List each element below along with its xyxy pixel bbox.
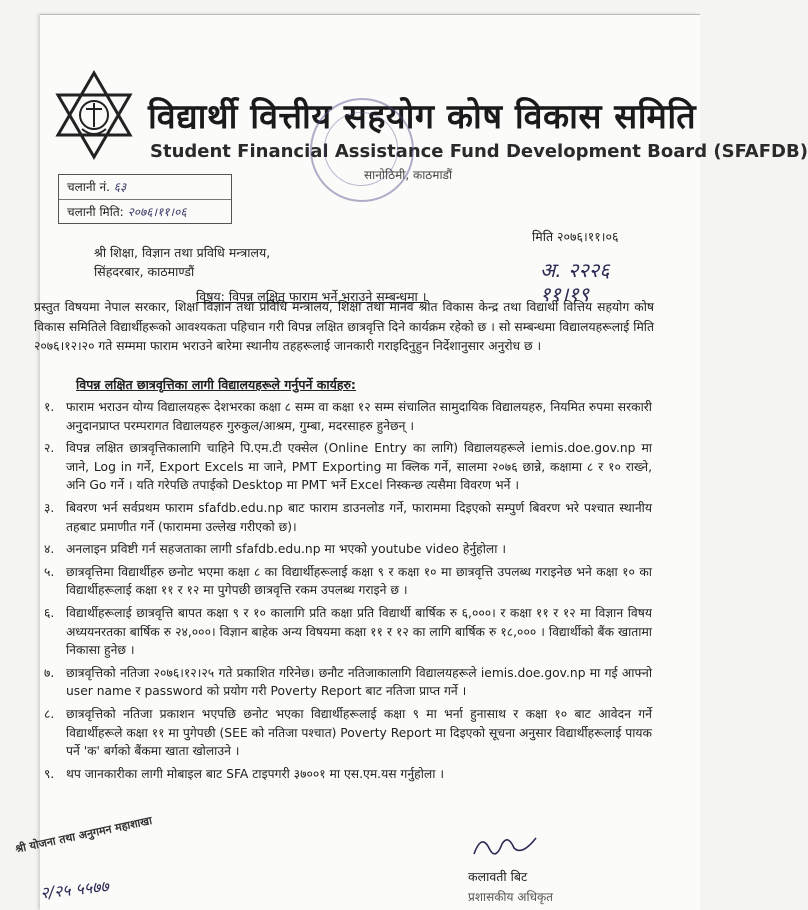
round-stamp-inner-ring [324, 112, 398, 186]
list-item [44, 499, 652, 536]
list-item [44, 540, 652, 559]
list-item-number: २. [44, 441, 55, 456]
list-item [44, 604, 652, 660]
letter-intro-paragraph: प्रस्तुत विषयमा नेपाल सरकार, शिक्षा विज्ञान तथा प्रविधि मन्त्रालय, शिक्षा तथा मानव श्रोत विकास केन्द्र तथा विद्यार्थी वित्तिय सहयोग कोष विकास समितिले विद्यार्थीहरूको आवश्यकता पहिचान गरी विपन्न लक्षित छात्रवृत्ति दिने कार्यक्रम रहेको छ । सो सम्बन्धमा विद्यालयहरूलाई मिति २०७६।१२।२० गते सम्ममा फाराम भराउने बारेमा स्थानीय तहहरूलाई जानकारी गराइदिनुहुन निर्देशानुसार अनुरोध छ । [34, 300, 654, 353]
dispatch-box [58, 174, 232, 224]
org-name-english: Student Financial Assistance Fund Development Board (SFAFDB) [150, 141, 808, 162]
org-name-nepali: विद्यार्थी वित्तीय सहयोग कोष विकास समिति [148, 97, 697, 137]
list-item-text: अनलाइन प्रविष्टी गर्न सहजताका लागी sfafdb.edu.np मा भएको youtube video हेर्नुहोला । [66, 542, 506, 557]
recipient-line-1: श्री शिक्षा, विज्ञान तथा प्रविधि मन्त्रालय, [94, 245, 271, 260]
dispatch-number-row [59, 175, 231, 200]
dispatch-number-value: ६३ [113, 180, 127, 194]
section-heading: विपन्न लक्षित छात्रवृत्तिका लागी विद्यालयहरूले गर्नुपर्ने कार्यहरु: [76, 377, 356, 392]
round-office-stamp [310, 98, 414, 202]
list-item-number: ५. [44, 564, 55, 579]
handwritten-ref-line-1: अ. २२२६ [540, 258, 610, 282]
list-item [44, 705, 652, 761]
list-item-number: ३. [44, 500, 55, 515]
list-item-text: छात्रवृत्तिको नतिजा प्रकाशन भएपछि छनोट भएका विद्यार्थीहरूलाई कक्षा ९ मा भर्ना हुनासाथ र कक्षा १० बाट आवेदन गर्ने विद्यार्थीहरूले कक्षा ११ मा पुगेपछी (SEE को नतिजा पश्चात) Poverty Report मा दिइएको सूचना अनुसार विद्यार्थीहरूलाई पायक पर्ने 'क' बर्गको बैंकमा खाता खोलाउने । [66, 706, 652, 759]
list-item [44, 765, 652, 784]
list-item-text: छात्रवृत्तिमा विद्यार्थीहरु छनोट भएमा कक्षा ८ का विद्यार्थीहरूलाई कक्षा ९ र कक्षा १० मा छात्रवृत्ति उपलब्ध गराइनेछ भने कक्षा १० का विद्यार्थीहरूलाई कक्षा ११ र १२ मा पुगेपछी छात्रवृत्ति रकम उपलब्ध गराइने छ । [66, 564, 652, 598]
letter-subject: विषय: विपन्न लक्षित फाराम भर्ने भराउने सम्बन्धमा । [196, 289, 427, 304]
list-item-number: ६. [44, 605, 55, 620]
signature-image [470, 826, 540, 866]
list-item-text: फाराम भराउन योग्य विद्यालयहरू देशभरका कक्षा ८ सम्म वा कक्षा १२ सम्म संचालित सामुदायिक विद्यालयहरु, नियमित रुपमा सरकारी अनुदानप्राप्त परम्परागत विद्यालयहरु गुरुकुल/आश्रम, गुम्बा, मदरसाहरु हुनेछन् । [66, 400, 652, 433]
dispatch-number-label: चलानी नं. [67, 180, 110, 194]
list-item-number: १. [44, 400, 55, 414]
list-item-text: विपन्न लक्षित छात्रवृत्तिकालागि चाहिने पि.एम.टी एक्सेल (Online Entry का लागि) विद्यालयहरूले iemis.doe.gov.np मा जाने, Log in गर्ने, Export Excels मा जाने, PMT Exporting मा क्लिक गर्ने, सालमा २०७६ छान्ने, कक्षामा ८ र १० राख्ने, अनि Go गर्ने । यति गरेपछि तपाईको Desktop मा PMT भर्ने Excel निस्कन्छ त्यसैमा विवरण भर्ने । [66, 441, 652, 493]
signer-name: कलावती बिट [468, 869, 528, 884]
list-item-number: ८. [44, 706, 55, 721]
list-item [44, 439, 652, 495]
signer-title: प्रशासकीय अधिकृत [468, 890, 554, 904]
recipient-line-2: सिंहदरबार, काठमाण्डौं [94, 264, 195, 279]
list-item [44, 664, 652, 701]
list-item [44, 563, 652, 600]
dispatch-date-label: चलानी मिति: [67, 205, 124, 219]
dispatch-date-row [59, 200, 231, 224]
planning-division-stamp: श्री योजना तथा अनुगमन महाशाखा [14, 814, 154, 856]
org-address: सानोठिमी, काठमाडौं [364, 168, 453, 182]
nepal-emblem-logo [54, 69, 134, 164]
handwritten-ref-line-2: ११।१९ [540, 282, 590, 306]
instructions-list [44, 398, 652, 787]
list-item-number: ७. [44, 665, 55, 680]
list-item-text: बिवरण भर्न सर्वप्रथम फाराम sfafdb.edu.np बाट फाराम डाउनलोड गर्ने, फाराममा दिइएको सम्पुर्ण बिवरण भरे पश्चात स्थानीय तहबाट प्रमाणीत गर्ने (फाराममा उल्लेख गरीएको छ)। [66, 500, 652, 534]
recipient-block [94, 243, 270, 281]
list-item-number: ४. [44, 542, 55, 557]
top-border [40, 14, 700, 15]
list-item-text: छात्रवृत्तिको नतिजा २०७६।१२।२५ गते प्रकाशित गरिनेछ। छनौट नतिजाकालागि विद्यालयहरूले iemis.doe.gov.np मा गई आफ्नो user name र password को प्रयोग गरी Poverty Report बाट नतिजा प्राप्त गर्ने । [66, 665, 652, 699]
list-item-text: थप जानकारीका लागी मोबाइल बाट SFA टाइपगरी ३७००१ मा एस.एम.यस गर्नुहोला । [66, 766, 444, 781]
dispatch-date-value: २०७६।११।०६ [127, 205, 187, 219]
letter-date: मिति २०७६।११।०६ [532, 229, 619, 244]
handwritten-receipt-note: २/२५ ५५७७ [39, 876, 110, 903]
list-item-text: विद्यार्थीहरूलाई छात्रवृत्ति बापत कक्षा ९ र १० कालागि प्रति कक्षा प्रति विद्यार्थी बार्षिक रु ६,०००। र कक्षा ११ र १२ मा विज्ञान विषय अध्ययनरतका बार्षिक रु २४,०००। विज्ञान बाहेक अन्य विषयमा कक्षा ११ र १२ का लागि बार्षिक रु १८,००० । विद्यार्थीको बैंक खातामा निकासा हुनेछ । [66, 605, 652, 658]
list-item [44, 398, 652, 435]
list-item-number: ९. [44, 766, 55, 781]
